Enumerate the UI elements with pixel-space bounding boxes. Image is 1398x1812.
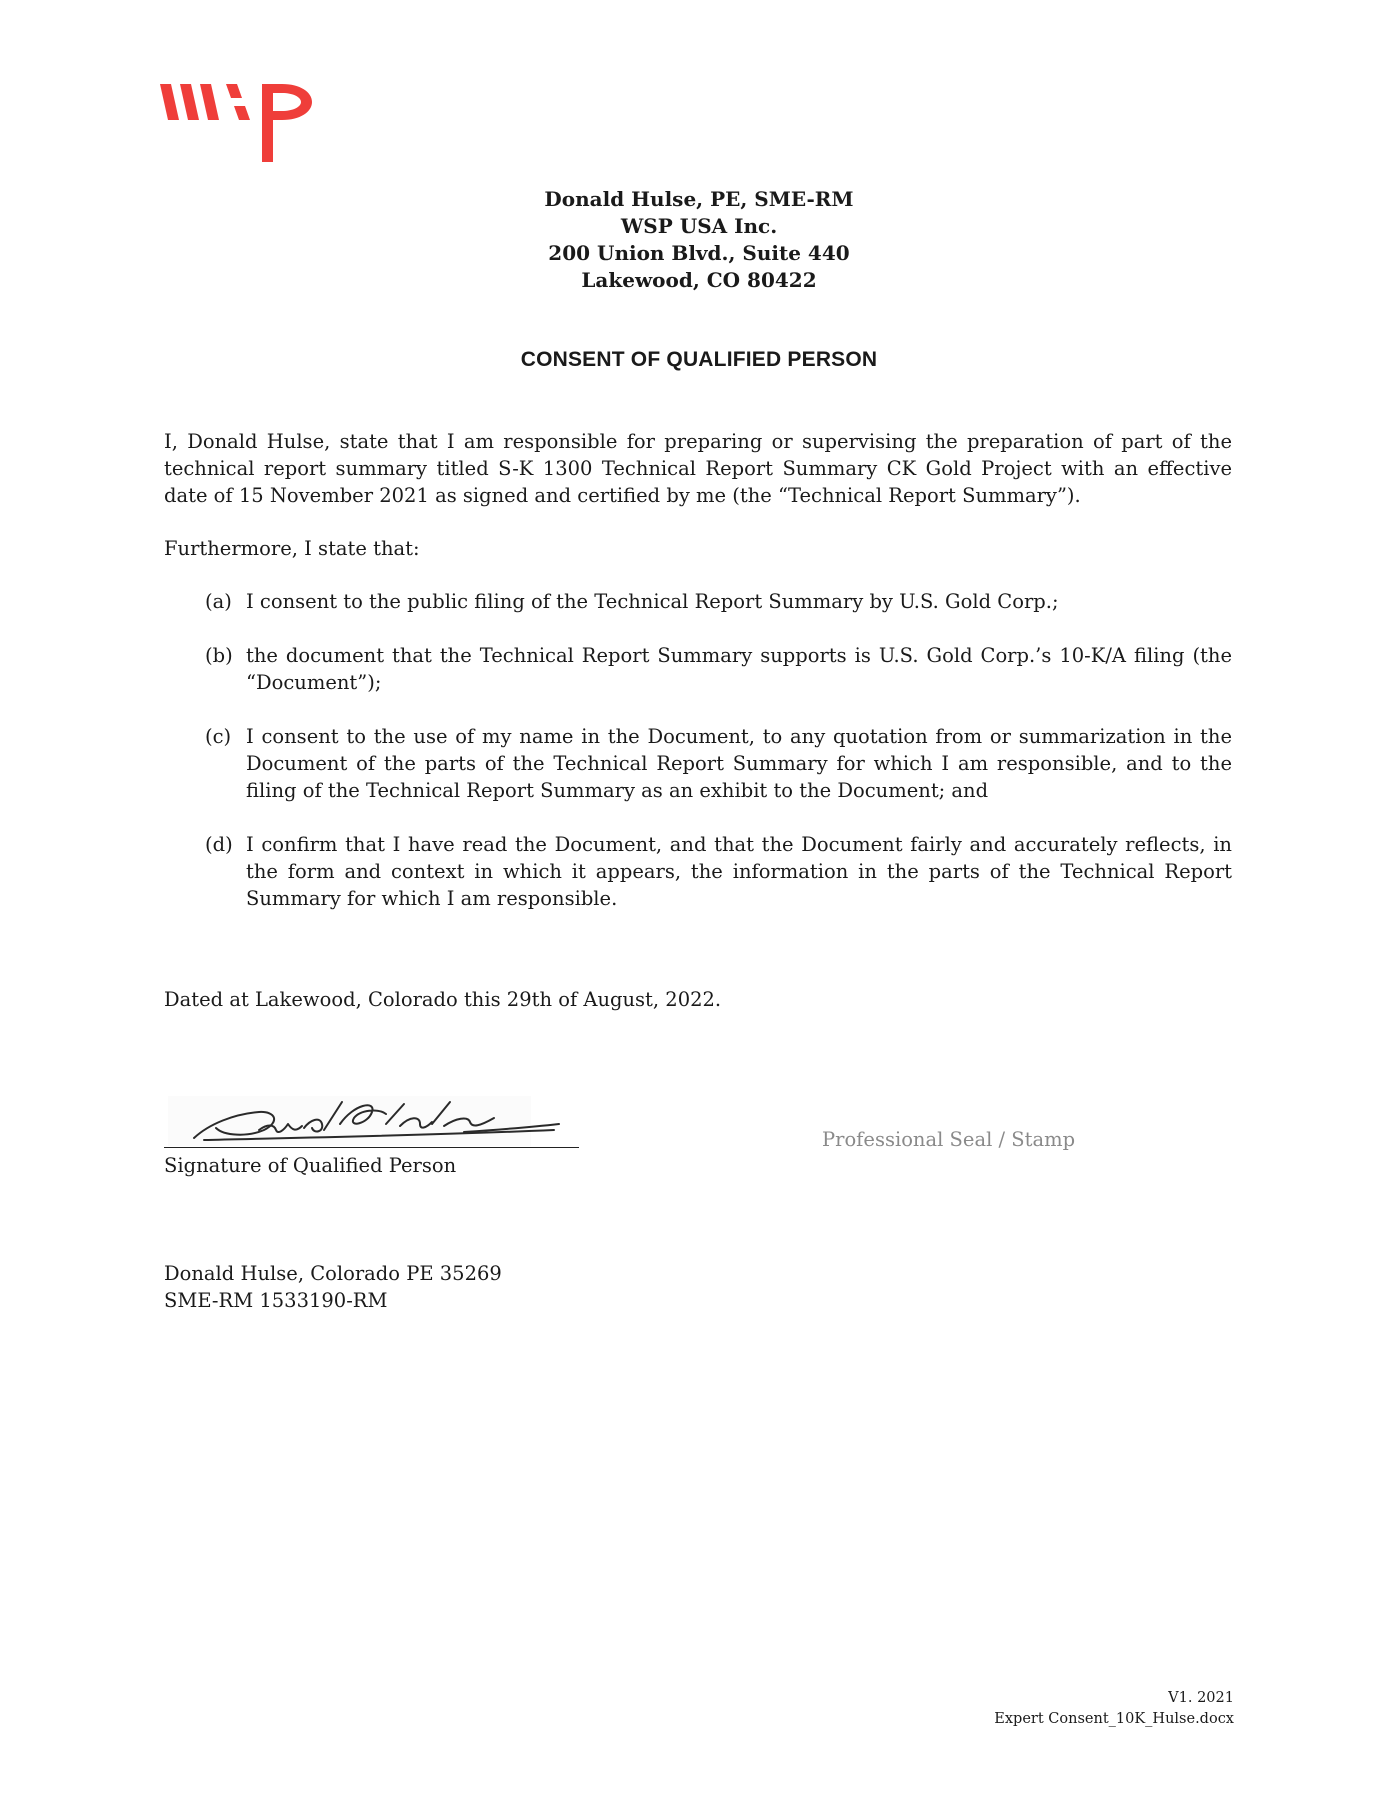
wsp-logo xyxy=(160,76,340,166)
wsp-logo-graphic xyxy=(160,76,340,166)
credentials-block xyxy=(164,1260,502,1314)
intro-paragraph: I, Donald Hulse, state that I am responsible for preparing or supervising the preparation of part of the technical report summary titled S-K 1300 Technical Report Summary CK Gold Project with an effective date of 15 November 2021 as signed and certified by me (the “Technical Report Summary”). xyxy=(164,430,1232,507)
list-marker: (a) xyxy=(205,590,232,613)
list-item-text: I confirm that I have read the Document, and that the Document fairly and accurately reflects, in the form and context in which it appears, the information in the parts of the Technical Report Summary for which I am responsible. xyxy=(246,833,1232,910)
letterhead-address-line2: Lakewood, CO 80422 xyxy=(581,268,817,292)
signature-graphic xyxy=(164,1094,579,1149)
footer-filename: Expert Consent_10K_Hulse.docx xyxy=(994,1711,1234,1727)
credentials-line1: Donald Hulse, Colorado PE 35269 xyxy=(164,1262,502,1285)
list-marker: (d) xyxy=(205,833,233,856)
credentials-line2: SME-RM 1533190-RM xyxy=(164,1289,388,1312)
signature-line xyxy=(164,1147,579,1148)
list-item-text: I consent to the use of my name in the Document, to any quotation from or summarization in the Document of the parts of the Technical Report Summary for which I am responsible, and to the filing of the Technical Report Summary as an exhibit to the Document; and xyxy=(246,725,1232,802)
letterhead xyxy=(0,186,1398,294)
letterhead-address-line1: 200 Union Blvd., Suite 440 xyxy=(548,241,850,265)
letterhead-name: Donald Hulse, PE, SME-RM xyxy=(544,187,854,211)
footer-version: V1. 2021 xyxy=(1168,1690,1234,1706)
list-marker: (b) xyxy=(205,644,233,667)
document-body xyxy=(164,428,1232,939)
statement-list xyxy=(164,588,1232,912)
furthermore-paragraph: Furthermore, I state that: xyxy=(164,537,420,560)
seal-stamp-label: Professional Seal / Stamp xyxy=(822,1128,1076,1151)
list-item xyxy=(164,642,1232,696)
letterhead-company: WSP USA Inc. xyxy=(620,214,778,238)
document-title: CONSENT OF QUALIFIED PERSON xyxy=(520,348,878,371)
list-item xyxy=(164,831,1232,912)
list-item xyxy=(164,588,1232,615)
list-marker: (c) xyxy=(205,725,232,748)
handwritten-signature xyxy=(164,1094,579,1149)
list-item-text: I consent to the public filing of the Technical Report Summary by U.S. Gold Corp.; xyxy=(246,590,1059,613)
list-item-text: the document that the Technical Report Summary supports is U.S. Gold Corp.’s 10-K/A filing (the “Document”); xyxy=(246,644,1232,694)
dated-line: Dated at Lakewood, Colorado this 29th of August, 2022. xyxy=(164,988,722,1011)
page-footer xyxy=(994,1688,1234,1730)
signature-label: Signature of Qualified Person xyxy=(164,1154,457,1177)
list-item xyxy=(164,723,1232,804)
